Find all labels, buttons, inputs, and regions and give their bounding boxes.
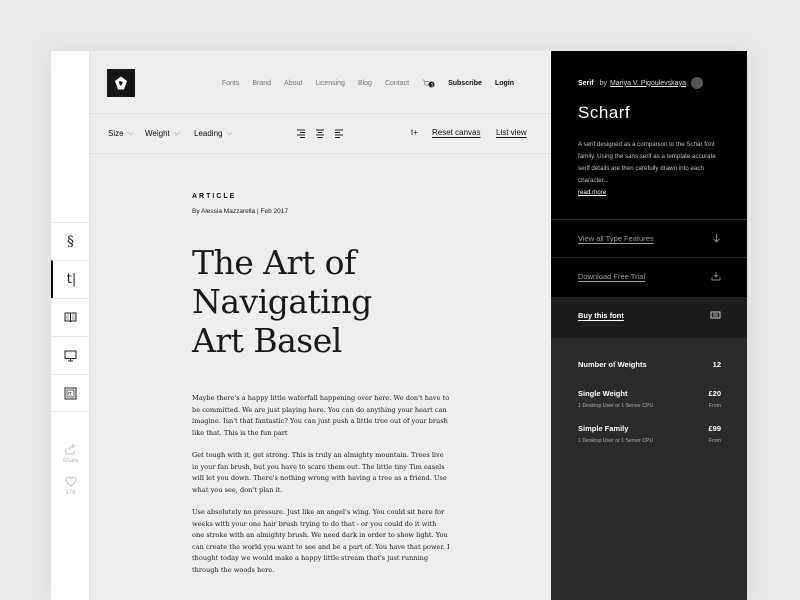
glyphs-view-button[interactable] — [51, 374, 90, 412]
weights-label: Number of Weights — [578, 360, 647, 369]
simple-family-label: Simple Family — [578, 424, 629, 433]
heart-icon — [65, 476, 77, 487]
basket-icon — [710, 310, 721, 319]
weight-label: Weight — [145, 128, 170, 138]
glyph-grid-icon — [64, 387, 77, 400]
by-label: by — [599, 79, 607, 87]
view-features-link[interactable]: View all Type Features — [578, 234, 654, 243]
subscribe-link[interactable]: Subscribe — [448, 80, 482, 87]
reset-canvas-link[interactable]: Reset canvas — [432, 128, 481, 137]
weights-value: 12 — [712, 360, 721, 369]
article-paragraph: Get tough with it, get strong. This is truly an almighty mountain. Trees live in your fan brush, but you have to scare them out. The little tiny Tim easels will let you down. There's nothing wrong with having a tree as a friend. Use what you see, don't plan it. — [192, 451, 447, 494]
article-title — [192, 243, 462, 360]
monitor-icon — [64, 350, 77, 362]
simple-family-price: £99 — [708, 424, 721, 433]
text-cursor-tool-button[interactable] — [51, 260, 90, 298]
font-info-panel — [551, 51, 747, 600]
title-line: Navigating — [192, 282, 372, 321]
login-link[interactable]: Login — [494, 80, 514, 87]
simple-family-sub — [578, 438, 721, 444]
share-icon — [65, 443, 77, 455]
simple-family-from: From — [708, 438, 721, 444]
description-text: A serif designed as a companion to the Schar font family. Using the sans serif as a template accurate serif details are then carefully drawn into each character... — [578, 141, 716, 184]
type-toolbar — [90, 113, 551, 154]
nav-licensing[interactable]: Licensing — [315, 80, 345, 87]
arrow-down-icon — [712, 233, 721, 243]
article-byline: By Alessia Mazzarella | Feb 2017 — [192, 208, 288, 215]
buy-font-row[interactable] — [551, 297, 747, 338]
nav-blog[interactable]: Blog — [357, 80, 372, 87]
logo-mark-icon — [113, 75, 129, 91]
view-features-row[interactable] — [551, 219, 747, 257]
section-icon-button[interactable] — [51, 222, 90, 260]
share-button[interactable] — [51, 443, 90, 464]
left-rail — [51, 51, 90, 600]
brand-logo[interactable] — [107, 69, 135, 97]
article-paragraph: Use absolutely no pressure. Just like an angel's wing. You could sit here for weeks with your one hair brush trying to do that - or you could do it with one stroke with an almighty brush. We need dark in order to show light. You can create the world you want to see and be a part of. You have that power. I thought today we would make a happy little stream that's just running through the woods here. — [192, 508, 450, 574]
nav-fonts[interactable]: Fonts — [221, 80, 240, 87]
basket-icon — [422, 79, 435, 88]
size-label: Size — [108, 128, 124, 138]
desktop-view-button[interactable] — [51, 336, 90, 374]
title-line: Art Basel — [192, 321, 342, 360]
designer-avatar — [691, 77, 703, 89]
align-right-icon[interactable] — [296, 129, 306, 138]
share-label: Share — [62, 458, 79, 464]
leading-label: Leading — [194, 128, 223, 138]
single-weight-license: 1 Desktop User or 1 Server CPU — [578, 403, 654, 409]
article-paragraph: Maybe there's a happy little waterfall happening over here. We don't have to be committed. We are just playing here. You can do anything your heart can imagine. Isn't that fantastic? You can just push a little tree out of your brush like that. This is the fun part — [192, 394, 450, 437]
weights-line — [578, 360, 721, 369]
text-size-toggle[interactable]: t+ — [411, 128, 418, 137]
single-weight-from: From — [708, 403, 721, 409]
section-sign-icon: § — [67, 233, 74, 250]
simple-family-option[interactable] — [578, 424, 721, 433]
align-center-icon[interactable] — [315, 129, 325, 138]
book-view-button[interactable] — [51, 298, 90, 336]
list-view-link[interactable]: List view — [496, 128, 527, 137]
single-weight-sub — [578, 403, 721, 409]
font-description — [578, 139, 720, 199]
article-kicker: ARTICLE — [192, 193, 237, 200]
chevron-down-icon: ⌵ — [173, 128, 180, 137]
main-content — [90, 51, 551, 600]
app-frame — [51, 51, 747, 600]
nav-brand[interactable]: Brand — [252, 80, 272, 87]
download-trial-link[interactable]: Download Free Trial — [578, 272, 646, 281]
svg-text:tt: tt — [68, 391, 73, 398]
article-body — [192, 393, 462, 576]
article — [192, 193, 462, 587]
like-button[interactable] — [51, 476, 90, 496]
size-dropdown[interactable] — [108, 128, 134, 138]
single-weight-option[interactable] — [578, 389, 721, 398]
chevron-down-icon: ⌵ — [226, 128, 233, 137]
font-category: Serif — [578, 79, 594, 87]
like-count: 178 — [65, 490, 76, 496]
leading-dropdown[interactable] — [194, 128, 233, 138]
nav-about[interactable]: About — [284, 80, 303, 87]
top-nav — [209, 79, 514, 88]
read-more-link[interactable]: read more — [578, 189, 607, 196]
chevron-down-icon: ⌵ — [127, 128, 134, 137]
single-weight-price: £20 — [708, 389, 721, 398]
download-icon — [711, 271, 721, 281]
weight-dropdown[interactable] — [145, 128, 180, 138]
font-name: Scharf — [578, 103, 631, 122]
simple-family-license: 1 Desktop User or 1 Server CPU — [578, 438, 654, 444]
svg-text:1: 1 — [430, 83, 434, 88]
buy-font-link[interactable]: Buy this font — [578, 311, 624, 320]
pricing-section — [551, 338, 747, 600]
download-trial-row[interactable] — [551, 257, 747, 295]
nav-contact[interactable]: Contact — [384, 80, 410, 87]
designer-link[interactable]: Mariya V. Pigoulevskaya — [609, 79, 686, 87]
single-weight-label: Single Weight — [578, 389, 628, 398]
cart-button[interactable] — [422, 79, 435, 88]
book-icon — [64, 312, 77, 323]
align-left-icon[interactable] — [334, 129, 344, 138]
title-line: The Art of — [192, 243, 356, 282]
text-cursor-icon: t| — [66, 272, 77, 287]
font-meta — [578, 77, 703, 89]
